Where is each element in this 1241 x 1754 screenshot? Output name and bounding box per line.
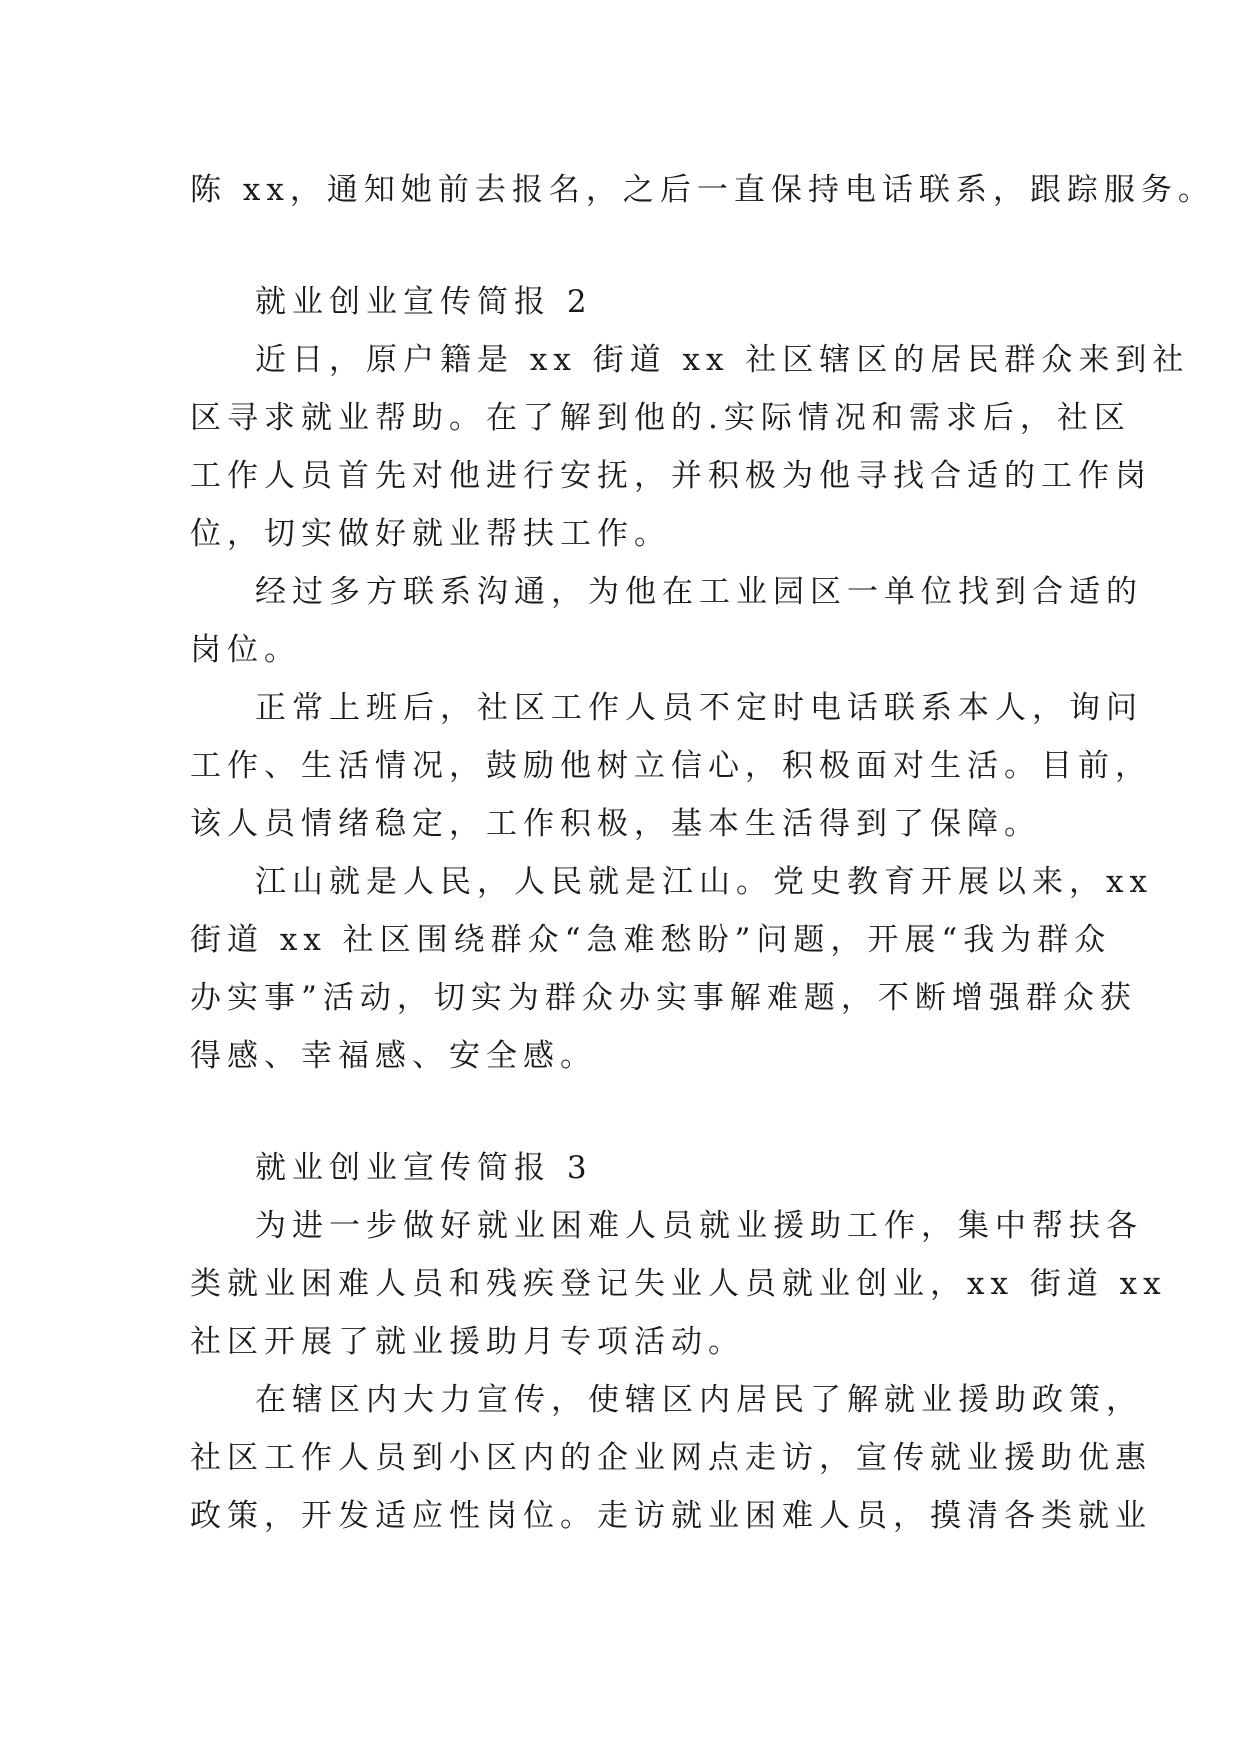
intro-tail-line: 陈 xx，通知她前去报名，之后一直保持电话联系，跟踪服务。 bbox=[190, 172, 1215, 208]
s2-p3-line-2: 工作、生活情况，鼓励他树立信心，积极面对生活。目前， bbox=[190, 748, 1152, 784]
s3-p1-line-1: 为进一步做好就业困难人员就业援助工作，集中帮扶各 bbox=[255, 1208, 1143, 1244]
s2-p4-line-2: 街道 xx 社区围绕群众“急难愁盼”问题，开展“我为群众 bbox=[190, 922, 1112, 958]
s2-p2-line-2: 岗位。 bbox=[190, 632, 301, 668]
s2-p4-line-4: 得感、幸福感、安全感。 bbox=[190, 1038, 597, 1074]
s2-p2-line-1: 经过多方联系沟通，为他在工业园区一单位找到合适的 bbox=[255, 574, 1143, 610]
s2-p4-line-3: 办实事”活动，切实为群众办实事解难题，不断增强群众获 bbox=[190, 980, 1137, 1016]
s3-p2-line-1: 在辖区内大力宣传，使辖区内居民了解就业援助政策， bbox=[255, 1382, 1143, 1418]
s3-p2-line-2: 社区工作人员到小区内的企业网点走访，宣传就业援助优惠 bbox=[190, 1440, 1152, 1476]
s3-p2-line-3: 政策，开发适应性岗位。走访就业困难人员，摸清各类就业 bbox=[190, 1498, 1152, 1534]
s2-p1-line-4: 位，切实做好就业帮扶工作。 bbox=[190, 516, 671, 552]
s3-p1-line-3: 社区开展了就业援助月专项活动。 bbox=[190, 1324, 745, 1360]
s2-p1-line-2: 区寻求就业帮助。在了解到他的.实际情况和需求后，社区 bbox=[190, 400, 1131, 436]
s2-p1-line-1: 近日，原户籍是 xx 街道 xx 社区辖区的居民群众来到社 bbox=[255, 342, 1190, 378]
s2-p3-line-3: 该人员情绪稳定，工作积极，基本生活得到了保障。 bbox=[190, 806, 1041, 842]
s2-p3-line-1: 正常上班后，社区工作人员不定时电话联系本人，询问 bbox=[255, 690, 1143, 726]
s2-p1-line-3: 工作人员首先对他进行安抚，并积极为他寻找合适的工作岗 bbox=[190, 458, 1152, 494]
section-2-title: 就业创业宣传简报 2 bbox=[255, 284, 593, 320]
s2-p4-line-1: 江山就是人民，人民就是江山。党史教育开展以来，xx bbox=[255, 864, 1153, 900]
s3-p1-line-2: 类就业困难人员和残疾登记失业人员就业创业，xx 街道 xx bbox=[190, 1266, 1167, 1302]
section-3-title: 就业创业宣传简报 3 bbox=[255, 1150, 593, 1186]
